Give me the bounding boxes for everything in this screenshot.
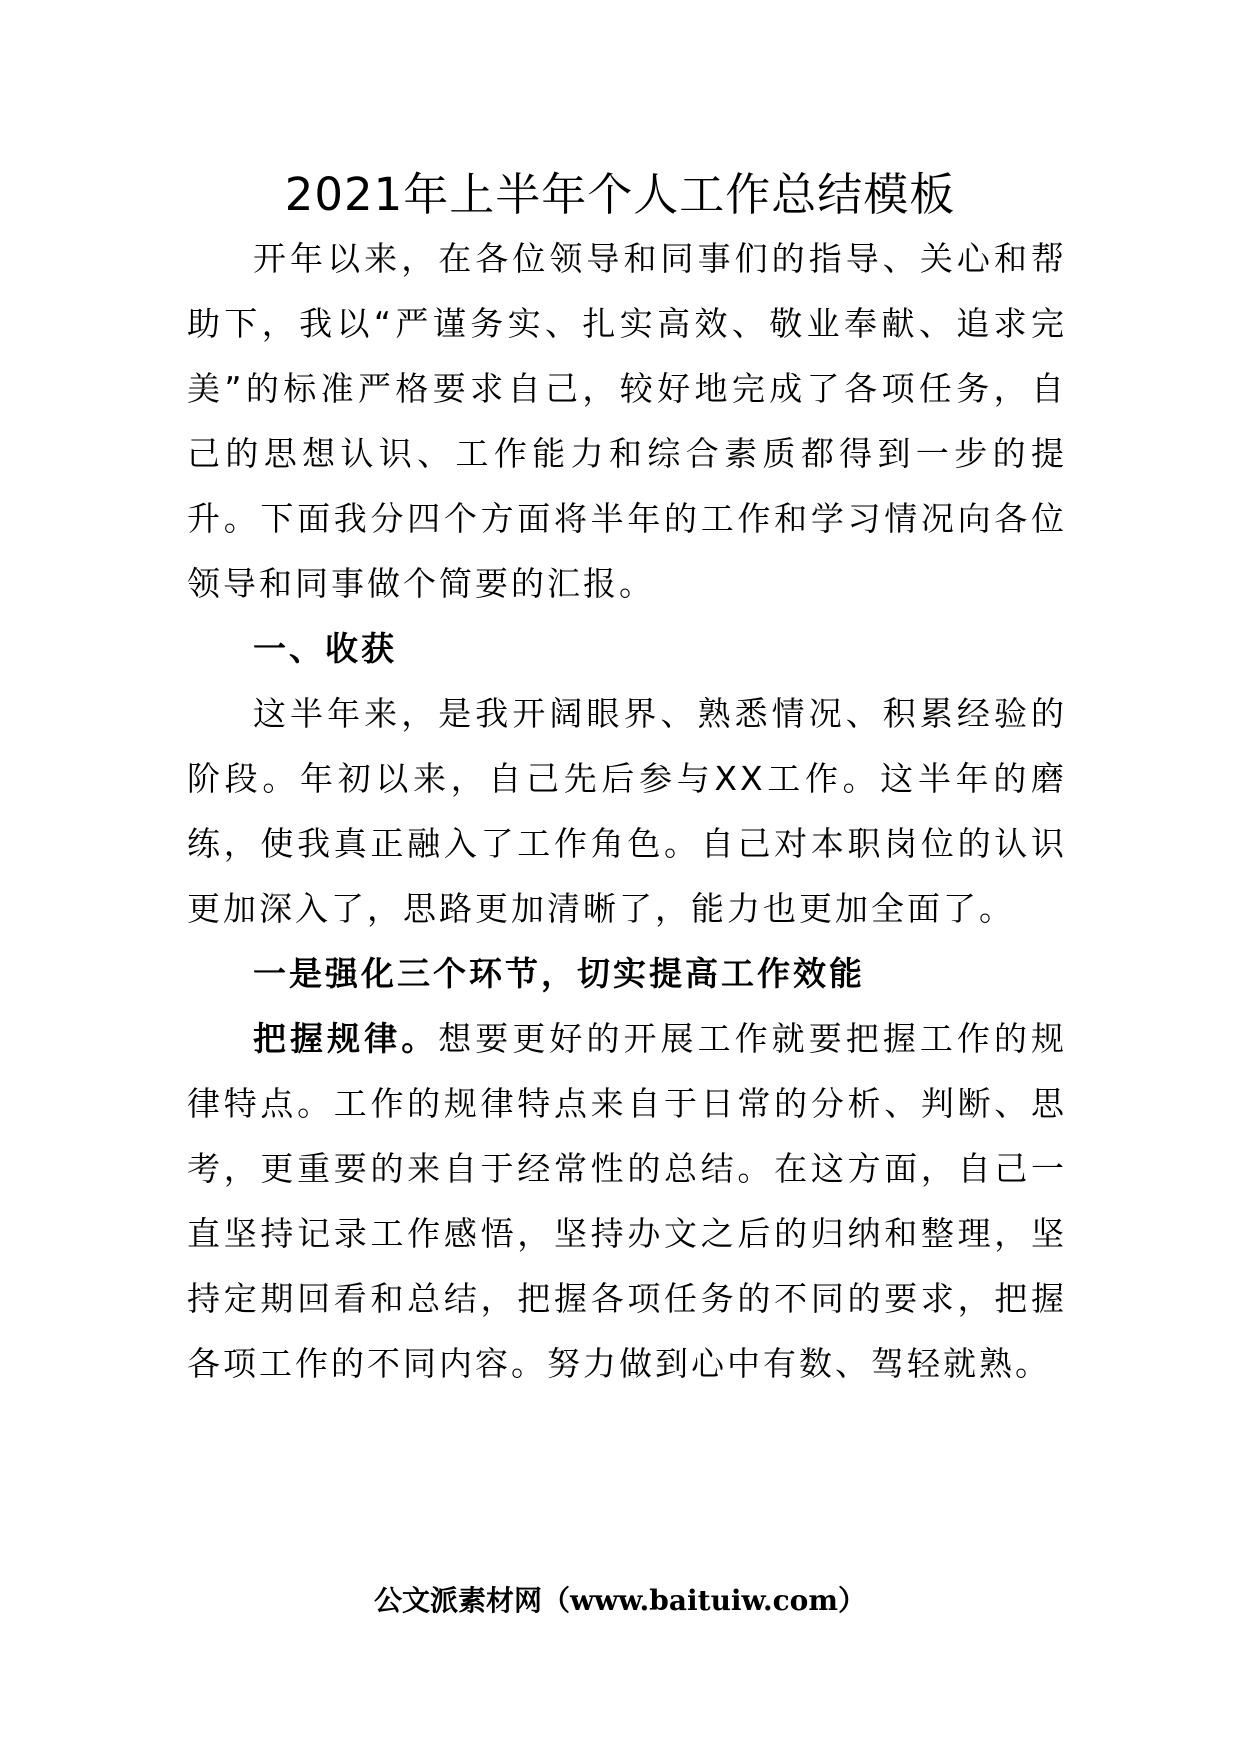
point-text: 想要更好的开展工作就要把握工作的规律特点。工作的规律特点来自于日常的分析、判断、思考，更重要的来自于经常性的总结。在这方面，自己一直坚持记录工作感悟，坚持办文之后的归纳和整理，坚持定期回看和总结，把握各项任务的不同的要求，把握各项工作的不同内容。努力做到心中有数、驾轻就熟。 (187, 1019, 1068, 1383)
section-paragraph: 这半年来，是我开阔眼界、熟悉情况、积累经验的阶段。年初以来，自己先后参与XX工作。这半年的磨练，使我真正融入了工作角色。自己对本职岗位的认识更加深入了，思路更加清晰了，能力也更加全面了。 (187, 694, 1067, 928)
document-title: 2021年上半年个人工作总结模板 (284, 168, 956, 221)
point-lead: 把握规律。 (253, 1019, 439, 1058)
section-heading: 一、收获 (253, 629, 397, 668)
intro-paragraph: 开年以来，在各位领导和同事们的指导、关心和帮助下，我以“严谨务实、扎实高效、敬业奉献、追求完美”的标准严格要求自己，较好地完成了各项任务，自己的思想认识、工作能力和综合素质都得到一步的提升。下面我分四个方面将半年的工作和学习情况向各位领导和同事做个简要的汇报。 (187, 239, 1067, 603)
subheading: 一是强化三个环节，切实提高工作效能 (253, 954, 865, 993)
document-body (187, 226, 1067, 1396)
footer-watermark: 公文派素材网（www.baituiw.com） (374, 1584, 866, 1617)
point-paragraph (187, 1006, 1067, 1396)
